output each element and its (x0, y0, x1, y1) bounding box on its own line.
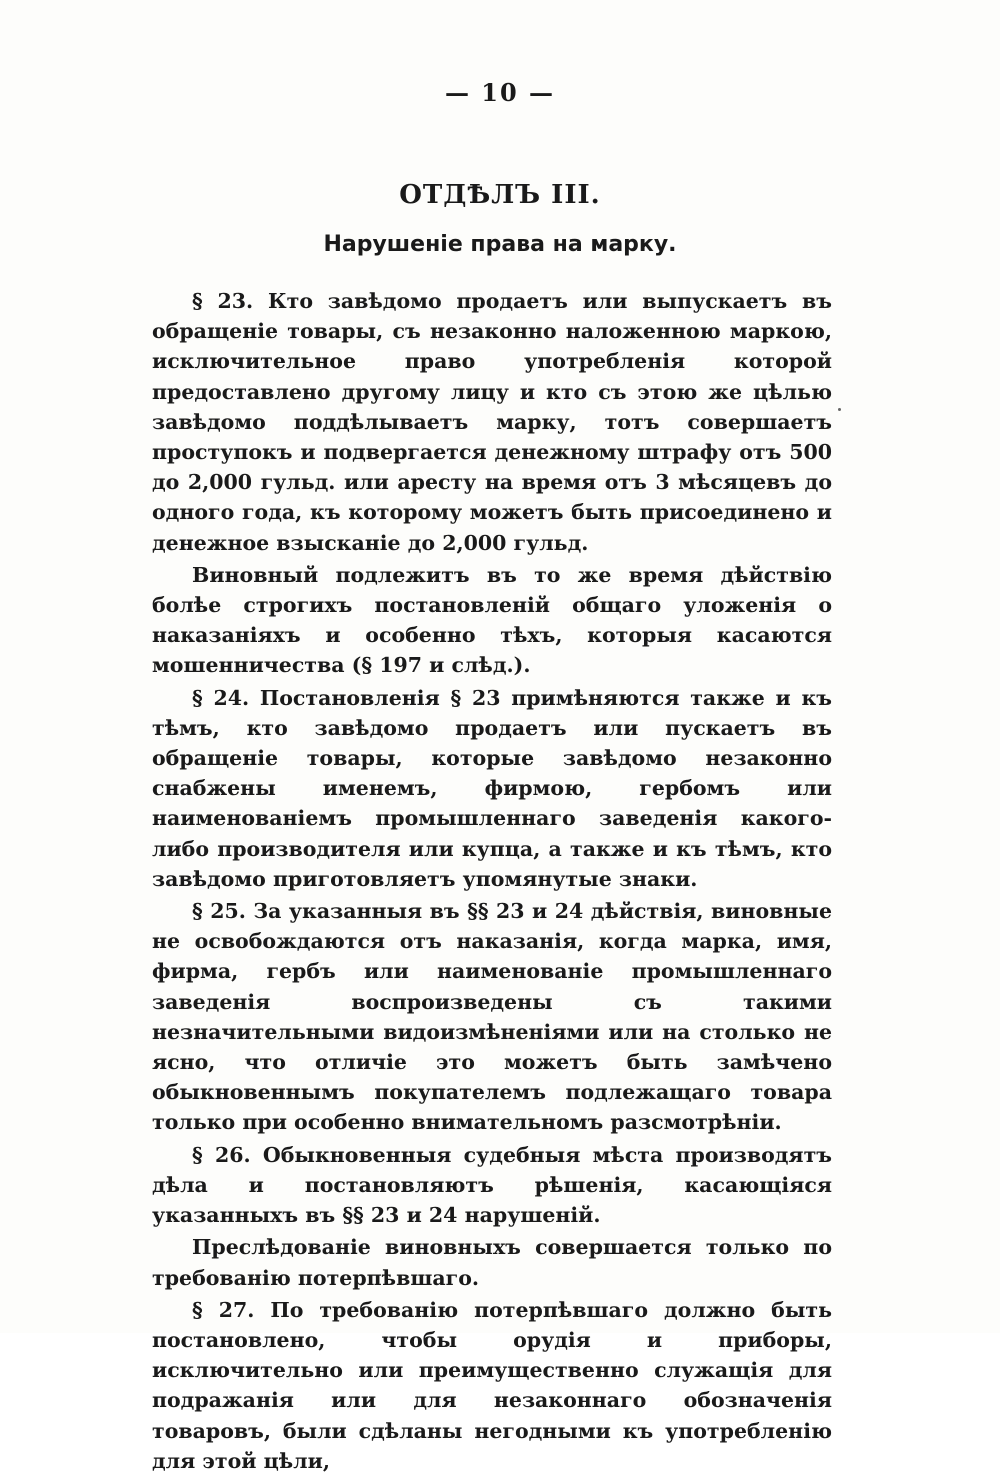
print-speck (838, 408, 841, 411)
paragraph-section-26: § 26. Обыкновенныя судебныя мѣста производятъ дѣла и постановляютъ рѣшенія, касающіяся указанныхъ въ §§ 23 и 24 нарушеній. (152, 1142, 832, 1228)
paragraph-section-23: § 23. Кто завѣдомо продаетъ или выпускаетъ въ обращеніе товары, съ незаконно наложенною маркою, исключительное право употребленія которой предоставлено другому лицу и кто съ этою же цѣлью завѣдомо поддѣлываетъ марку, тотъ совершаетъ проступокъ и подвергается денежному штрафу отъ 500 до 2,000 гульд. или аресту на время отъ 3 мѣсяцевъ до одного года, къ которому можетъ быть присоединено и денежное взысканіе до 2,000 гульд. (152, 289, 832, 555)
section-title: ОТДѢЛЪ III. (399, 180, 601, 210)
section-subtitle: Нарушеніе права на марку. (323, 232, 677, 257)
page-number: — 10 — (444, 78, 556, 107)
body-text (152, 286, 832, 1478)
paragraph-section-23-note: Виновный подлежитъ въ то же время дѣйствію болѣе строгихъ постановленій общаго уложенія о наказаніяхъ и особенно тѣхъ, которыя касаются мошенничества (§ 197 и слѣд.). (152, 562, 832, 678)
paragraph-section-26-note: Преслѣдованіе виновныхъ совершается только по требованію потерпѣвшаго. (152, 1235, 832, 1290)
paragraph-section-27: § 27. По требованію потерпѣвшаго должно быть постановлено, чтобы орудія и приборы, исключительно или преимущественно служащія для подражанія или для незаконнаго обозначенія товаровъ, были сдѣланы негодными къ употребленію для этой цѣли, (152, 1297, 832, 1473)
paragraph-section-24: § 24. Постановленія § 23 примѣняются также и къ тѣмъ, кто завѣдомо продаетъ или пускаетъ въ обращеніе товары, которые завѣдомо незаконно снабжены именемъ, фирмою, гербомъ или наименованіемъ промышленнаго заведенія какого-либо производителя или купца, а также и къ тѣмъ, кто завѣдомо приготовляетъ упомянутые знаки. (152, 685, 832, 891)
paragraph-section-25: § 25. За указанныя въ §§ 23 и 24 дѣйствія, виновные не освобождаются отъ наказанія, когда марка, имя, фирма, гербъ или наименованіе промышленнаго заведенія воспроизведены съ такими незначительными видоизмѣненіями или на столько не ясно, что отличіе это можетъ быть замѣчено обыкновеннымъ покупателемъ подлежащаго товара только при особенно внимательномъ разсмотрѣніи. (152, 899, 832, 1135)
